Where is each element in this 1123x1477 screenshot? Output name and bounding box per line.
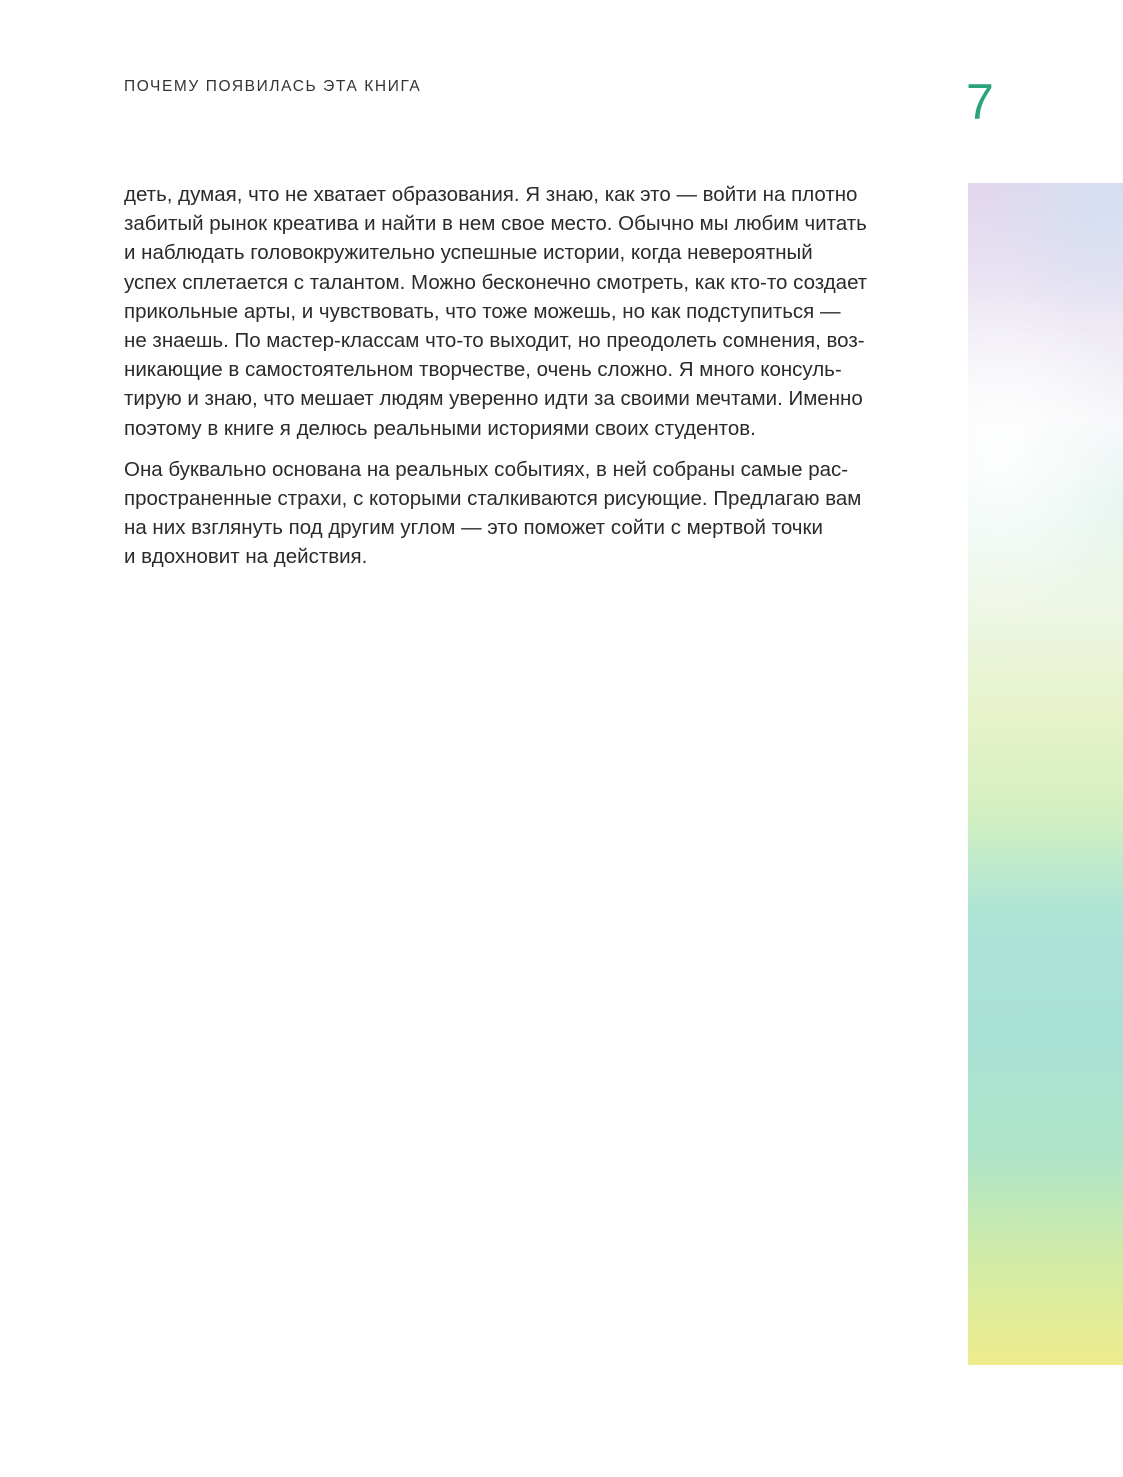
text-line: деть, думая, что не хватает образования. Я знаю, как это — войти на плотно bbox=[124, 183, 858, 206]
text-line: никающие в самостоятельном творчестве, очень сложно. Я много консуль- bbox=[124, 358, 842, 382]
paragraph-2 bbox=[124, 455, 944, 572]
text-line: и наблюдать головокружительно успешные истории, когда невероятный bbox=[124, 241, 813, 265]
text-line: пространенные страхи, с которыми сталкиваются рисующие. Предлагаю вам bbox=[124, 487, 862, 511]
text-line: тирую и знаю, что мешает людям уверенно идти за своими мечтами. Именно bbox=[124, 387, 863, 411]
body-text bbox=[124, 180, 944, 572]
text-line: и вдохновит на действия. bbox=[124, 545, 368, 569]
running-header-title: ПОЧЕМУ ПОЯВИЛАСЬ ЭТА КНИГА bbox=[124, 78, 422, 95]
text-line: на них взглянуть под другим углом — это поможет сойти с мертвой точки bbox=[124, 516, 823, 540]
text-line: прикольные арты, и чувствовать, что тоже можешь, но как подступиться — bbox=[124, 299, 841, 323]
text-line: забитый рынок креатива и найти в нем свое место. Обычно мы любим читать bbox=[124, 212, 867, 236]
text-line: поэтому в книге я делюсь реальными историями своих студентов. bbox=[124, 416, 756, 440]
text-line: не знаешь. По мастер-классам что-то выходит, но преодолеть сомнения, воз- bbox=[124, 329, 865, 353]
decorative-gradient-strip bbox=[968, 183, 1123, 1365]
paragraph-1 bbox=[124, 180, 944, 443]
page-number: 7 bbox=[966, 74, 994, 130]
text-line: успех сплетается с талантом. Можно бесконечно смотреть, как кто-то создает bbox=[124, 270, 868, 294]
text-line: Она буквально основана на реальных событиях, в ней собраны самые рас- bbox=[124, 457, 849, 481]
